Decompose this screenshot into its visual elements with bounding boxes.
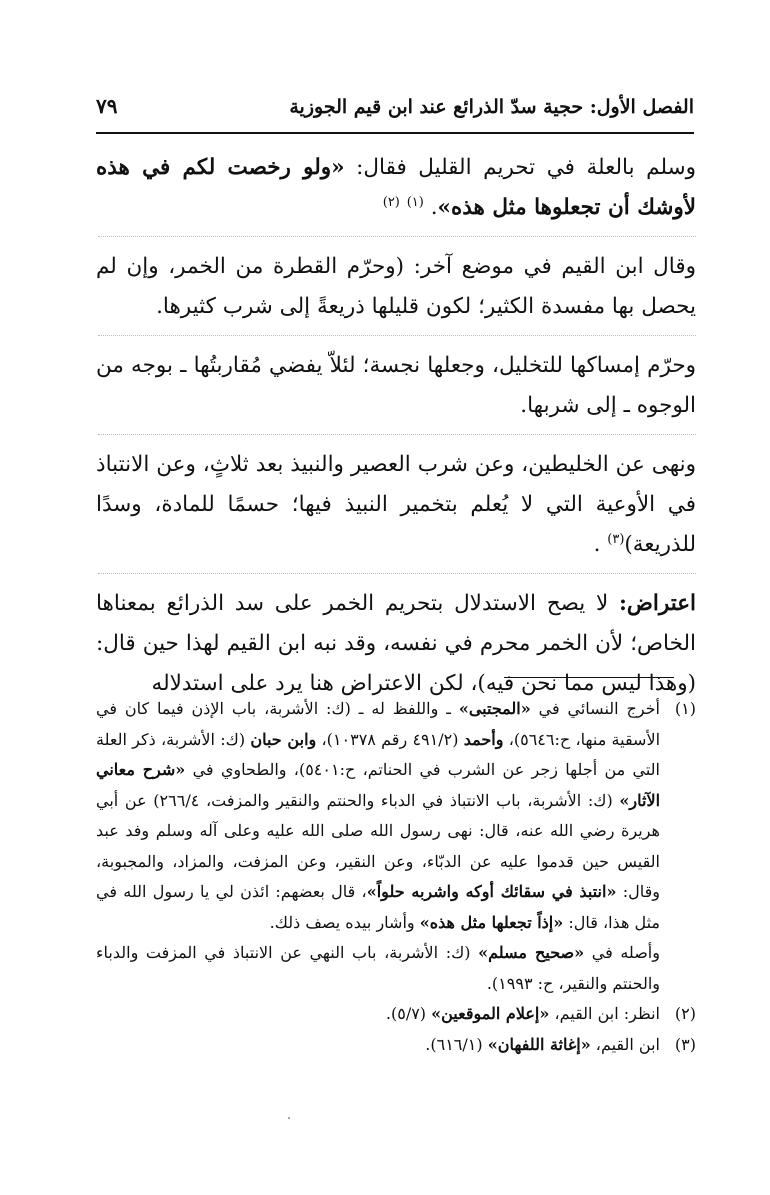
- footnote-ref-3: (٣): [607, 531, 625, 547]
- footnotes: [96, 694, 696, 1060]
- footnote-ref-1: (١): [406, 194, 424, 210]
- footnote-1-continuation: وأصله في «صحيح مسلم» (ك: الأشربة، باب النهي عن الانتباذ في المزفت والدباء والحنتم والنقير، ح: ١٩٩٣).: [96, 943, 660, 993]
- running-header: [96, 92, 694, 128]
- chapter-title: الفصل الأول: حجية سدّ الذرائع عند ابن قيم الجوزية: [289, 96, 694, 118]
- footnote-rule: [504, 677, 674, 678]
- paragraph-1: وسلم بالعلة في تحريم القليل فقال: «ولو رخصت لكم في هذه لأوشك أن تجعلوها مثل هذه». $^{(١)}$ $^{(٢)}$: [96, 155, 696, 220]
- paragraph-separator: [98, 573, 696, 574]
- paragraph-separator: [98, 434, 696, 435]
- paragraph-3: وحرّم إمساكها للتخليل، وجعلها نجسة؛ لئلاّ يفضي مُقاربتُها ـ بوجه من الوجوه ـ إلى شربها.: [96, 353, 696, 418]
- footnote-number: (٣): [674, 1034, 696, 1054]
- objection-label: اعتراض:: [618, 591, 696, 616]
- paragraph-separator: [98, 236, 696, 237]
- main-text: [96, 148, 696, 712]
- footnote-3: (٣) ابن القيم، «إغاثة اللفهان» (٦١٦/١).: [96, 1030, 696, 1061]
- footnote-number: (٢): [674, 1004, 696, 1023]
- hadith-quote: «ولو رخصت لكم في هذه لأوشك أن تجعلوها مثل هذه»: [96, 155, 696, 220]
- paragraph-4: ونهى عن الخليطين، وعن شرب العصير والنبيذ بعد ثلاثٍ، وعن الانتباذ في الأوعية التي لا يُعلم بتخمير النبيذ فيها؛ حسمًا للمادة، وسدًا للذريعة)$^{(٣)}$ .: [96, 452, 696, 557]
- page-number: ٧٩: [96, 94, 118, 118]
- scan-speck: [288, 1117, 290, 1119]
- footnote-number: (١): [674, 699, 696, 718]
- paragraph-separator: [98, 335, 696, 336]
- paragraph-2: وقال ابن القيم في موضع آخر: (وحرّم القطرة من الخمر، وإن لم يحصل بها مفسدة الكثير؛ لكون قليلها ذريعةً إلى شرب كثيرها.: [96, 254, 696, 319]
- footnote-2: (٢) انظر: ابن القيم، «إعلام الموقعين» (٥/٧).: [96, 999, 696, 1030]
- footnote-ref-2: (٢): [382, 194, 400, 210]
- header-rule: [96, 132, 694, 134]
- footnote-1: (١) أخرج النسائي في «المجتبى» ـ واللفظ له ـ (ك: الأشربة، باب الإذن فيما كان في الأسقية منها، ح:٥٦٤٦)، وأحمد (٤٩١/٢ رقم ١٠٣٧٨)، وابن حبان (ك: الأشربة، ذكر العلة التي من أجلها زجر عن الشرب في الحناتم، ح:٥٤٠١)، والطحاوي في «شرح معاني الآثار» (ك: الأشربة، باب الانتباذ في الدباء والحنتم والنقير والمزفت، ٢٦٦/٤) عن أبي هريرة رضي الله عنه، قال: نهى رسول الله صلى الله عليه وعلى آله وسلم وفد عبد القيس حين قدموا عليه عن الدبّاء، وعن النقير، وعن المزفت، والمزاد، والمجبوبة، وقال: «انتبذ في سقائك أوكه واشربه حلواً»، قال بعضهم: ائذن لي يا رسول الله في مثل هذا، قال: «إذاً تجعلها مثل هذه» وأشار بيده يصف ذلك.: [96, 694, 696, 938]
- paragraph-5: اعتراض: لا يصح الاستدلال بتحريم الخمر على سد الذرائع بمعناها الخاص؛ لأن الخمر محرم في نفسه، وقد نبه ابن القيم لهذا حين قال: (وهذا ليس مما نحن فيه)، لكن الاعتراض هنا يرد على استدلاله: [96, 591, 696, 696]
